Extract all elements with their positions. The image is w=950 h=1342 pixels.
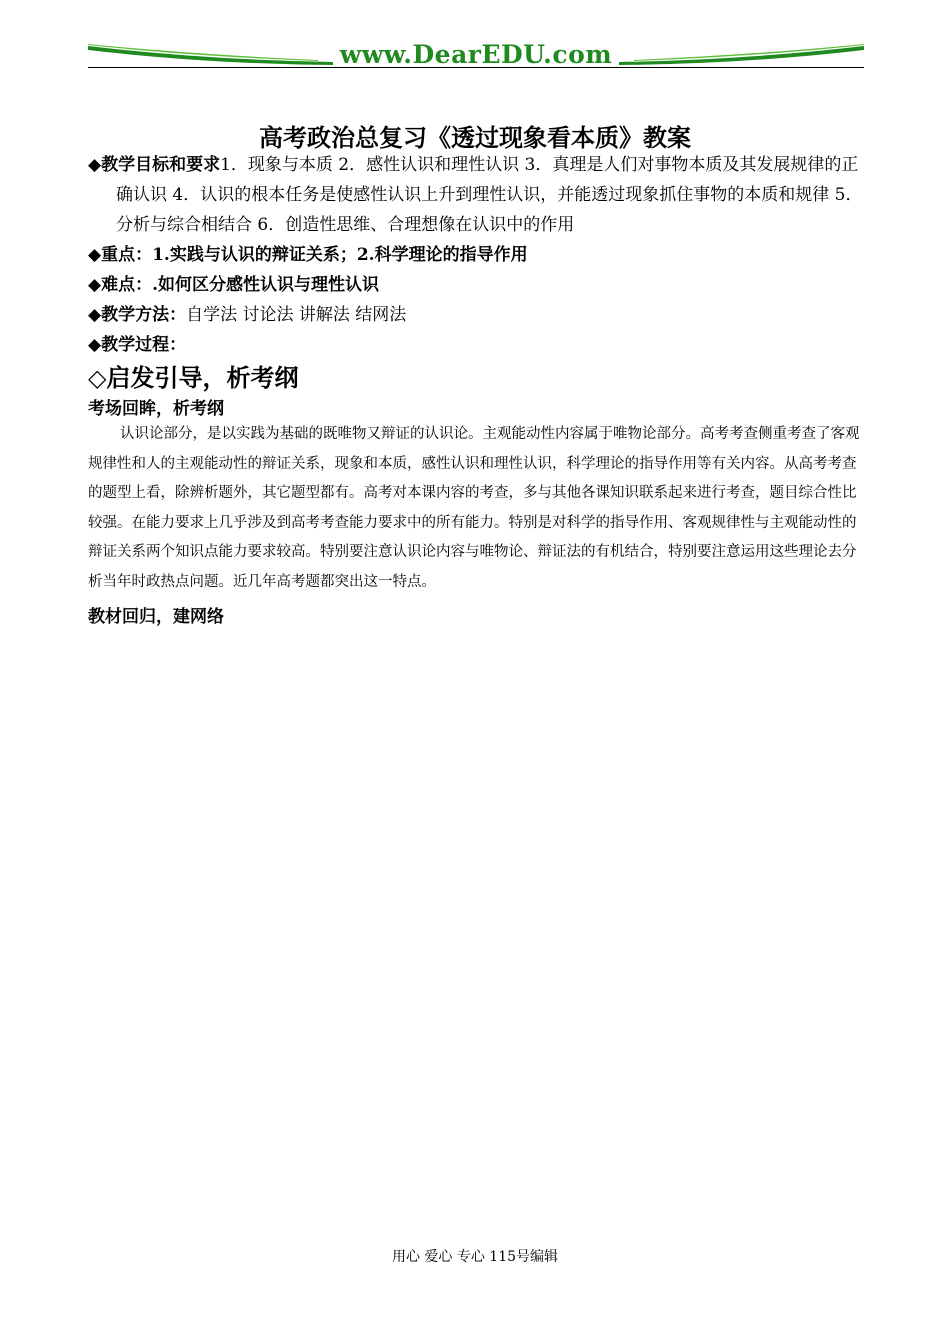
page-title: 高考政治总复习《透过现象看本质》教案 [259,123,691,152]
methods-text: 自学法 讨论法 讲解法 结网法 [186,305,407,325]
site-logo: www.DearEDU.com [339,40,613,69]
section-heading: ◇启发引导，析考纲 [88,363,299,392]
body-paragraph: 认识论部分，是以实践为基础的既唯物又辩证的认识论。主观能动性内容属于唯物论部分。高考考查侧重考查了客观规律性和人的主观能动性的辩证关系，现象和本质，感性认识和理性认识，科学理论的指导作用等有关内容。从高考考查的题型上看，除辨析题外，其它题型都有。高考对本课内容的考查，多与其他各课知识联系起来进行考查，题目综合性比较强。在能力要求上几乎涉及到高考考查能力要求中的所有能力。特别是对科学的指导作用、客观规律性与主观能动性的辩证关系两个知识点能力要求较高。特别要注意认识论内容与唯物论、辩证法的有机结合，特别要注意运用这些理论去分析当年时政热点问题。近几年高考题都突出这一特点。 [88,426,860,590]
page-footer: 用心 爱心 专心 115号编辑 [391,1249,559,1265]
page-header [88,40,864,70]
methods-label: ◆教学方法： [88,305,187,325]
objectives-block [88,150,864,240]
key-points: ◆重点：1.实践与认识的辩证关系；2.科学理论的指导作用 [88,245,528,265]
difficulties: ◆难点：.如何区分感性认识与理性认识 [88,275,379,295]
header-rule [88,67,864,68]
methods-line [88,300,864,330]
sub-heading-network: 教材回归，建网络 [88,607,224,627]
objectives-label: ◆教学目标和要求 [88,155,221,175]
process-label: ◆教学过程： [88,335,187,355]
objectives-text: 1．现象与本质 2．感性认识和理性认识 3．真理是人们对事物本质及其发展规律的正确认识 4．认识的根本任务是使感性认识上升到理性认识，并能透过现象抓住事物的本质和规律 5．分析与综合相结合 6．创造性思维、合理想像在认识中的作用 [116,155,863,235]
sub-heading-review: 考场回眸，析考纲 [88,399,224,419]
